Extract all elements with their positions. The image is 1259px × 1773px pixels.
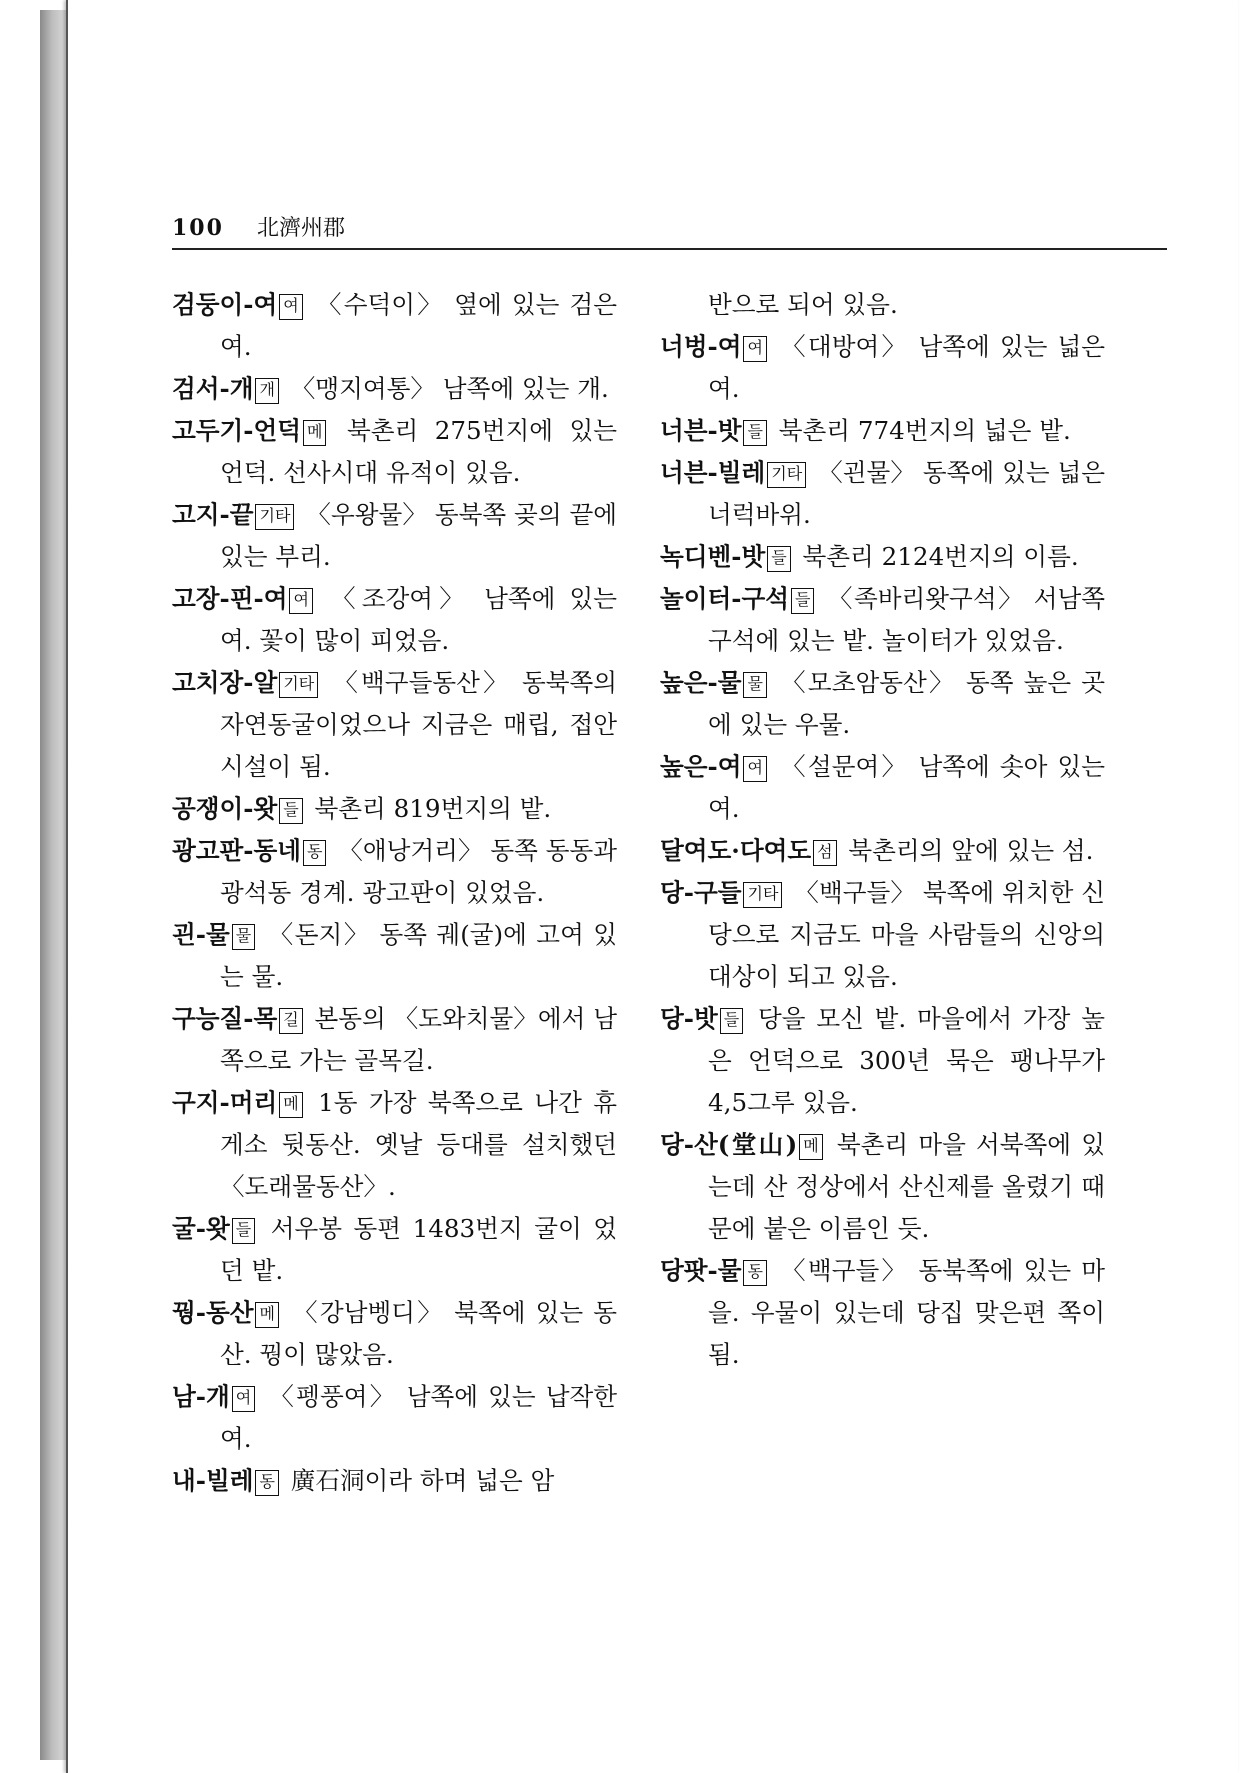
running-title: 北濟州郡 [256,216,345,241]
dictionary-entry [172,368,617,410]
category-tag: 여 [279,294,302,320]
entry-text: 〈괸물〉 동쪽에 있는 넓은 너럭바위. [708,458,1105,529]
dictionary-entry [660,998,1105,1124]
entry-text: 1동 가장 북쪽으로 나간 휴게소 뒷동산. 옛날 등대를 설치했던 〈도래물동산〉. [220,1088,617,1201]
dictionary-entry [172,662,617,788]
category-tag: 여 [743,336,766,362]
dictionary-entry [660,872,1105,998]
dictionary-entry [660,1250,1105,1376]
entry-text: 〈맹지여통〉 남쪽에 있는 개. [282,374,609,403]
entry-text: 반으로 되어 있음. [708,290,898,319]
category-tag: 메 [279,1092,302,1118]
entry-text: 廣石洞이라 하며 넓은 암 [282,1466,555,1495]
left-column [172,284,617,1502]
entry-text: 북촌리 774번지의 넓은 밭. [770,416,1071,445]
entry-headword: 광고판-동네 [172,836,301,865]
entry-headword: 구능질-목 [172,1004,278,1033]
dictionary-entry [172,1082,617,1208]
entry-headword: 녹디벤-밧 [660,542,766,571]
category-tag: 동 [743,1260,766,1286]
entry-headword: 너븐-빌레 [660,458,766,487]
dictionary-entry [660,452,1105,536]
entry-headword: 구지-머리 [172,1088,278,1117]
entry-text: 서우봉 동편 1483번지 굴이 었던 밭. [220,1214,617,1285]
category-tag: 동 [303,840,326,866]
category-tag: 기타 [279,672,318,698]
dictionary-entry [172,998,617,1082]
category-tag: 섬 [813,840,836,866]
dictionary-entry [172,494,617,578]
dictionary-entry [172,410,617,494]
category-tag: 들 [743,420,766,446]
dictionary-entry [172,1376,617,1460]
category-tag: 여 [743,756,766,782]
category-tag: 길 [279,1008,302,1034]
entry-text: 〈펭풍여〉 남쪽에 있는 납작한 여. [220,1382,617,1453]
entry-text: 〈조강여〉 남쪽에 있는 여. 꽃이 많이 피었음. [220,584,617,655]
entry-text: 당을 모신 밭. 마을에서 가장 높은 언덕으로 300년 묵은 팽나무가 4,5그루 있음. [708,1004,1105,1117]
dictionary-entry [660,830,1105,872]
category-tag: 들 [720,1008,743,1034]
dictionary-entry [660,284,1105,326]
running-header [172,212,1167,250]
entry-headword: 공쟁이-왓 [172,794,278,823]
dictionary-entry [660,326,1105,410]
category-tag: 동 [255,1470,278,1496]
dictionary-entry [660,410,1105,452]
dictionary-entry [172,1208,617,1292]
entry-text: 북촌리의 앞에 있는 섬. [840,836,1094,865]
category-tag: 기타 [743,882,782,908]
dictionary-entry [172,1292,617,1376]
category-tag: 들 [791,588,814,614]
entry-headword: 굴-왓 [172,1214,230,1243]
category-tag: 기타 [255,504,294,530]
category-tag: 들 [232,1218,255,1244]
entry-headword: 내-빌레 [172,1466,254,1495]
entry-text: 〈백구들동산〉 동북쪽의 자연동굴이었으나 지금은 매립, 접안시설이 됨. [220,668,617,781]
entry-text: 〈수덕이〉 옆에 있는 검은 여. [220,290,617,361]
category-tag: 메 [255,1302,278,1328]
entry-text: 〈강남벵디〉 북쪽에 있는 동산. 꿩이 많았음. [220,1298,617,1369]
entry-headword: 고치장-알 [172,668,278,697]
entry-text: 〈모초암동산〉 동쪽 높은 곳에 있는 우물. [708,668,1105,739]
entry-headword: 높은-여 [660,752,742,781]
category-tag: 들 [767,546,790,572]
category-tag: 메 [303,420,326,446]
category-tag: 여 [232,1386,255,1412]
entry-headword: 당-밧 [660,1004,718,1033]
entry-headword: 당팟-물 [660,1256,742,1285]
entry-headword: 검둥이-여 [172,290,278,319]
entry-headword: 놀이터-구석 [660,584,789,613]
category-tag: 여 [289,588,312,614]
entry-headword: 당-구들 [660,878,742,907]
entry-headword: 꿩-동산 [172,1298,254,1327]
entry-text: 북촌리 2124번지의 이름. [794,542,1079,571]
category-tag: 메 [799,1134,822,1160]
right-column [660,284,1105,1376]
dictionary-entry [660,662,1105,746]
entry-text: 북촌리 819번지의 밭. [306,794,552,823]
entry-headword: 고두기-언덕 [172,416,301,445]
entry-text: 〈애낭거리〉 동쪽 동동과 광석동 경계. 광고판이 있었음. [220,836,617,907]
entry-text: 〈백구들〉 북쪽에 위치한 신당으로 지금도 마을 사람들의 신앙의 대상이 되고 있음. [708,878,1105,991]
category-tag: 들 [279,798,302,824]
dictionary-entry [660,1124,1105,1250]
entry-headword: 달여도·다여도 [660,836,812,865]
entry-text: 본동의 〈도와치물〉에서 남쪽으로 가는 골목길. [220,1004,617,1075]
entry-headword: 남-개 [172,1382,230,1411]
entry-text: 〈백구들〉 동북쪽에 있는 마을. 우물이 있는데 당집 맞은편 쪽이 됨. [708,1256,1105,1369]
entry-text: 〈우왕물〉 동북쪽 곶의 끝에 있는 부리. [220,500,617,571]
category-tag: 기타 [767,462,806,488]
entry-headword: 검서-개 [172,374,254,403]
dictionary-entry [172,578,617,662]
page-number: 100 [172,215,224,241]
entry-text: 북촌리 275번지에 있는 언덕. 선사시대 유적이 있음. [220,416,617,487]
entry-text: 〈족바리왓구석〉 서남쪽 구석에 있는 밭. 놀이터가 있었음. [708,584,1105,655]
dictionary-entry [172,788,617,830]
category-tag: 물 [743,672,766,698]
entry-headword: 높은-물 [660,668,742,697]
dictionary-entry [172,284,617,368]
dictionary-entry [172,914,617,998]
category-tag: 개 [255,378,278,404]
entry-text: 〈대방여〉 남쪽에 있는 넓은 여. [708,332,1105,403]
entry-headword: 고장-핀-여 [172,584,288,613]
dictionary-entry [660,746,1105,830]
dictionary-entry [660,536,1105,578]
entry-headword: 고지-끝 [172,500,254,529]
dictionary-entry [660,578,1105,662]
entry-headword: 너븐-밧 [660,416,742,445]
dictionary-entry [172,1460,617,1502]
entry-headword: 너벙-여 [660,332,742,361]
entry-headword: 괸-물 [172,920,230,949]
dictionary-entry [172,830,617,914]
entry-text: 〈설문여〉 남쪽에 솟아 있는 여. [708,752,1105,823]
entry-text: 북촌리 마을 서북쪽에 있는데 산 정상에서 산신제를 올렸기 때문에 붙은 이름인 듯. [708,1130,1105,1243]
entry-text: 〈돈지〉 동쪽 궤(굴)에 고여 있는 물. [220,920,617,991]
category-tag: 물 [232,924,255,950]
entry-headword: 당-산(堂山) [660,1130,798,1159]
